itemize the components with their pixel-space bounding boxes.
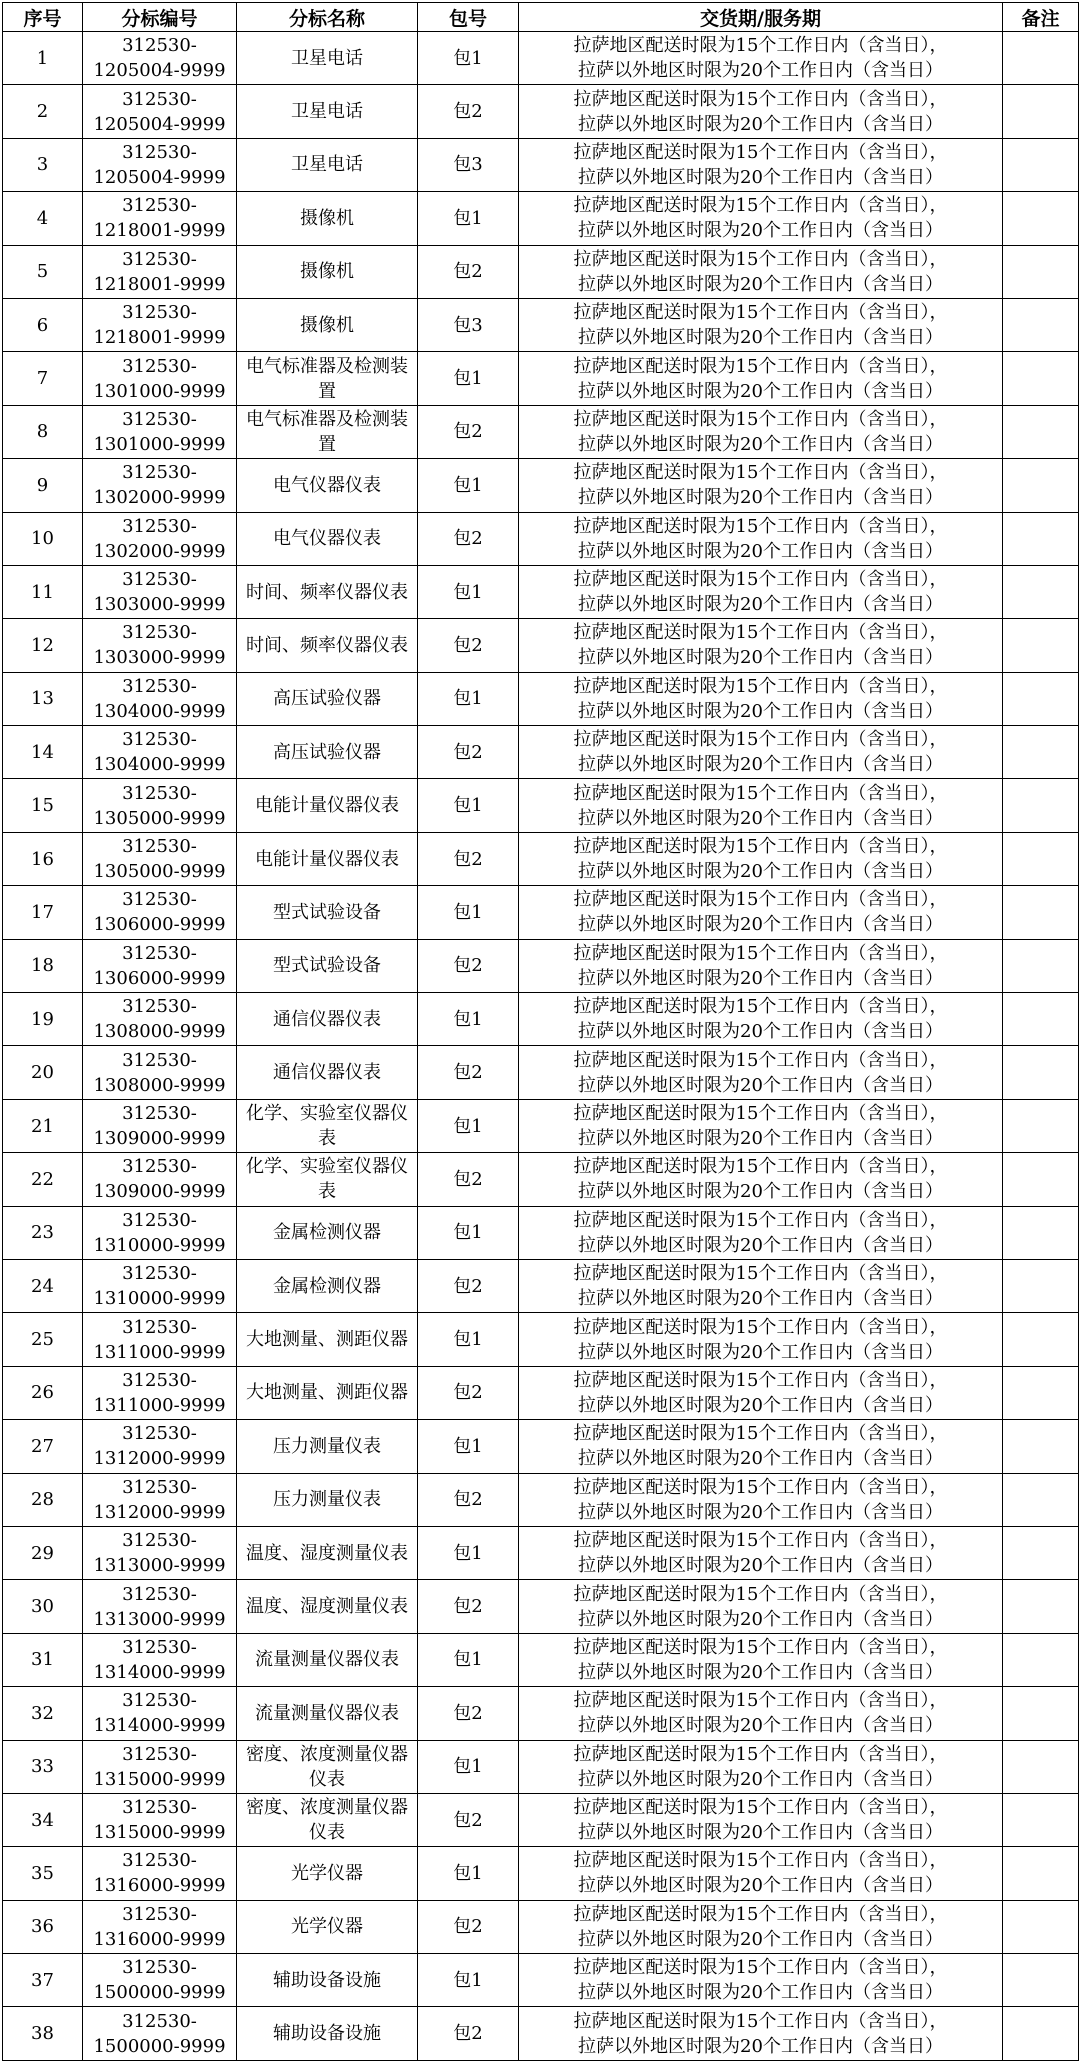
cell-remark xyxy=(1003,1099,1079,1152)
cell-name: 辅助设备设施 xyxy=(237,1954,418,2007)
cell-name: 卫星电话 xyxy=(237,32,418,85)
cell-remark xyxy=(1003,245,1079,298)
table-row xyxy=(3,672,1079,725)
cell-delivery: 拉萨地区配送时限为15个工作日内（含当日）， 拉萨以外地区时限为20个工作日内（含当日） xyxy=(519,886,1003,939)
cell-name: 密度、浓度测量仪器仪表 xyxy=(237,1740,418,1793)
cell-name: 化学、实验室仪器仪表 xyxy=(237,1099,418,1152)
cell-delivery: 拉萨地区配送时限为15个工作日内（含当日）， 拉萨以外地区时限为20个工作日内（含当日） xyxy=(519,1153,1003,1206)
cell-seq: 25 xyxy=(3,1313,83,1366)
table-row xyxy=(3,512,1079,565)
cell-delivery: 拉萨地区配送时限为15个工作日内（含当日）， 拉萨以外地区时限为20个工作日内（含当日） xyxy=(519,832,1003,885)
cell-remark xyxy=(1003,1740,1079,1793)
cell-code: 312530- 1500000-9999 xyxy=(83,2007,237,2060)
cell-code: 312530- 1314000-9999 xyxy=(83,1633,237,1686)
table-row xyxy=(3,298,1079,351)
table-row xyxy=(3,1046,1079,1099)
cell-seq: 32 xyxy=(3,1687,83,1740)
cell-code: 312530- 1306000-9999 xyxy=(83,886,237,939)
cell-name: 卫星电话 xyxy=(237,85,418,138)
cell-remark xyxy=(1003,459,1079,512)
header-package: 包号 xyxy=(418,3,519,32)
cell-seq: 6 xyxy=(3,298,83,351)
cell-delivery: 拉萨地区配送时限为15个工作日内（含当日）， 拉萨以外地区时限为20个工作日内（含当日） xyxy=(519,565,1003,618)
cell-name: 化学、实验室仪器仪表 xyxy=(237,1153,418,1206)
cell-name: 通信仪器仪表 xyxy=(237,1046,418,1099)
cell-code: 312530- 1311000-9999 xyxy=(83,1366,237,1419)
cell-code: 312530- 1309000-9999 xyxy=(83,1099,237,1152)
cell-delivery: 拉萨地区配送时限为15个工作日内（含当日）， 拉萨以外地区时限为20个工作日内（含当日） xyxy=(519,298,1003,351)
cell-seq: 22 xyxy=(3,1153,83,1206)
cell-package: 包1 xyxy=(418,32,519,85)
cell-delivery: 拉萨地区配送时限为15个工作日内（含当日）， 拉萨以外地区时限为20个工作日内（含当日） xyxy=(519,1366,1003,1419)
cell-code: 312530- 1305000-9999 xyxy=(83,832,237,885)
table-row xyxy=(3,138,1079,191)
cell-name: 光学仪器 xyxy=(237,1847,418,1900)
cell-delivery: 拉萨地区配送时限为15个工作日内（含当日）， 拉萨以外地区时限为20个工作日内（含当日） xyxy=(519,138,1003,191)
cell-remark xyxy=(1003,619,1079,672)
cell-name: 卫星电话 xyxy=(237,138,418,191)
cell-remark xyxy=(1003,85,1079,138)
cell-package: 包2 xyxy=(418,726,519,779)
cell-seq: 1 xyxy=(3,32,83,85)
cell-name: 型式试验设备 xyxy=(237,939,418,992)
cell-remark xyxy=(1003,993,1079,1046)
cell-name: 电气标准器及检测装置 xyxy=(237,352,418,405)
cell-delivery: 拉萨地区配送时限为15个工作日内（含当日）， 拉萨以外地区时限为20个工作日内（含当日） xyxy=(519,1580,1003,1633)
cell-code: 312530- 1315000-9999 xyxy=(83,1740,237,1793)
cell-seq: 28 xyxy=(3,1473,83,1526)
cell-remark xyxy=(1003,32,1079,85)
cell-package: 包1 xyxy=(418,886,519,939)
cell-name: 流量测量仪器仪表 xyxy=(237,1687,418,1740)
cell-delivery: 拉萨地区配送时限为15个工作日内（含当日）， 拉萨以外地区时限为20个工作日内（含当日） xyxy=(519,993,1003,1046)
cell-name: 通信仪器仪表 xyxy=(237,993,418,1046)
cell-code: 312530- 1314000-9999 xyxy=(83,1687,237,1740)
cell-seq: 23 xyxy=(3,1206,83,1259)
table-row xyxy=(3,619,1079,672)
table-row xyxy=(3,405,1079,458)
cell-seq: 27 xyxy=(3,1420,83,1473)
cell-delivery: 拉萨地区配送时限为15个工作日内（含当日）， 拉萨以外地区时限为20个工作日内（含当日） xyxy=(519,85,1003,138)
cell-remark xyxy=(1003,1580,1079,1633)
table-row xyxy=(3,1954,1079,2007)
table-row xyxy=(3,1580,1079,1633)
cell-delivery: 拉萨地区配送时限为15个工作日内（含当日）， 拉萨以外地区时限为20个工作日内（含当日） xyxy=(519,1740,1003,1793)
cell-remark xyxy=(1003,1473,1079,1526)
table-row xyxy=(3,1847,1079,1900)
cell-package: 包1 xyxy=(418,459,519,512)
cell-name: 时间、频率仪器仪表 xyxy=(237,565,418,618)
cell-remark xyxy=(1003,2007,1079,2060)
cell-name: 辅助设备设施 xyxy=(237,2007,418,2060)
cell-package: 包2 xyxy=(418,1580,519,1633)
cell-name: 金属检测仪器 xyxy=(237,1206,418,1259)
cell-seq: 19 xyxy=(3,993,83,1046)
cell-remark xyxy=(1003,405,1079,458)
cell-package: 包2 xyxy=(418,1900,519,1953)
cell-seq: 3 xyxy=(3,138,83,191)
cell-seq: 36 xyxy=(3,1900,83,1953)
cell-remark xyxy=(1003,1420,1079,1473)
cell-delivery: 拉萨地区配送时限为15个工作日内（含当日）， 拉萨以外地区时限为20个工作日内（含当日） xyxy=(519,1420,1003,1473)
cell-remark xyxy=(1003,298,1079,351)
cell-remark xyxy=(1003,352,1079,405)
cell-seq: 11 xyxy=(3,565,83,618)
cell-seq: 10 xyxy=(3,512,83,565)
cell-seq: 21 xyxy=(3,1099,83,1152)
cell-delivery: 拉萨地区配送时限为15个工作日内（含当日）， 拉萨以外地区时限为20个工作日内（含当日） xyxy=(519,32,1003,85)
cell-delivery: 拉萨地区配送时限为15个工作日内（含当日）， 拉萨以外地区时限为20个工作日内（含当日） xyxy=(519,1526,1003,1579)
table-row xyxy=(3,1206,1079,1259)
cell-remark xyxy=(1003,939,1079,992)
cell-seq: 8 xyxy=(3,405,83,458)
table-row xyxy=(3,726,1079,779)
cell-seq: 30 xyxy=(3,1580,83,1633)
cell-seq: 7 xyxy=(3,352,83,405)
cell-code: 312530- 1304000-9999 xyxy=(83,726,237,779)
cell-remark xyxy=(1003,886,1079,939)
cell-package: 包2 xyxy=(418,832,519,885)
cell-name: 电气仪器仪表 xyxy=(237,512,418,565)
cell-code: 312530- 1308000-9999 xyxy=(83,1046,237,1099)
cell-name: 电能计量仪器仪表 xyxy=(237,832,418,885)
cell-name: 型式试验设备 xyxy=(237,886,418,939)
cell-seq: 2 xyxy=(3,85,83,138)
cell-package: 包2 xyxy=(418,1046,519,1099)
cell-name: 高压试验仪器 xyxy=(237,726,418,779)
cell-remark xyxy=(1003,1687,1079,1740)
cell-delivery: 拉萨地区配送时限为15个工作日内（含当日）， 拉萨以外地区时限为20个工作日内（含当日） xyxy=(519,459,1003,512)
cell-remark xyxy=(1003,1847,1079,1900)
cell-code: 312530- 1218001-9999 xyxy=(83,298,237,351)
cell-code: 312530- 1309000-9999 xyxy=(83,1153,237,1206)
table-row xyxy=(3,886,1079,939)
cell-remark xyxy=(1003,1633,1079,1686)
cell-delivery: 拉萨地区配送时限为15个工作日内（含当日）， 拉萨以外地区时限为20个工作日内（含当日） xyxy=(519,939,1003,992)
cell-seq: 13 xyxy=(3,672,83,725)
cell-code: 312530- 1312000-9999 xyxy=(83,1473,237,1526)
cell-package: 包1 xyxy=(418,1313,519,1366)
cell-remark xyxy=(1003,779,1079,832)
cell-package: 包3 xyxy=(418,138,519,191)
cell-code: 312530- 1313000-9999 xyxy=(83,1580,237,1633)
table-row xyxy=(3,1900,1079,1953)
cell-code: 312530- 1302000-9999 xyxy=(83,459,237,512)
table-row xyxy=(3,1259,1079,1312)
cell-package: 包2 xyxy=(418,1259,519,1312)
cell-remark xyxy=(1003,1259,1079,1312)
cell-code: 312530- 1304000-9999 xyxy=(83,672,237,725)
cell-seq: 15 xyxy=(3,779,83,832)
cell-seq: 5 xyxy=(3,245,83,298)
cell-delivery: 拉萨地区配送时限为15个工作日内（含当日）， 拉萨以外地区时限为20个工作日内（含当日） xyxy=(519,619,1003,672)
cell-code: 312530- 1218001-9999 xyxy=(83,192,237,245)
cell-delivery: 拉萨地区配送时限为15个工作日内（含当日）， 拉萨以外地区时限为20个工作日内（含当日） xyxy=(519,512,1003,565)
cell-name: 压力测量仪表 xyxy=(237,1420,418,1473)
cell-code: 312530- 1310000-9999 xyxy=(83,1206,237,1259)
header-code: 分标编号 xyxy=(83,3,237,32)
cell-code: 312530- 1312000-9999 xyxy=(83,1420,237,1473)
cell-package: 包2 xyxy=(418,619,519,672)
cell-package: 包1 xyxy=(418,192,519,245)
cell-package: 包2 xyxy=(418,1687,519,1740)
cell-package: 包2 xyxy=(418,939,519,992)
cell-package: 包2 xyxy=(418,512,519,565)
table-row xyxy=(3,565,1079,618)
cell-delivery: 拉萨地区配送时限为15个工作日内（含当日）， 拉萨以外地区时限为20个工作日内（含当日） xyxy=(519,1473,1003,1526)
tender-lot-table xyxy=(2,2,1079,2061)
cell-package: 包2 xyxy=(418,1366,519,1419)
cell-delivery: 拉萨地区配送时限为15个工作日内（含当日）， 拉萨以外地区时限为20个工作日内（含当日） xyxy=(519,1847,1003,1900)
cell-name: 电气仪器仪表 xyxy=(237,459,418,512)
cell-package: 包1 xyxy=(418,1526,519,1579)
cell-code: 312530- 1316000-9999 xyxy=(83,1847,237,1900)
cell-code: 312530- 1205004-9999 xyxy=(83,32,237,85)
cell-code: 312530- 1305000-9999 xyxy=(83,779,237,832)
table-row xyxy=(3,2007,1079,2060)
cell-seq: 17 xyxy=(3,886,83,939)
cell-delivery: 拉萨地区配送时限为15个工作日内（含当日）， 拉萨以外地区时限为20个工作日内（含当日） xyxy=(519,1793,1003,1846)
cell-package: 包1 xyxy=(418,1099,519,1152)
cell-remark xyxy=(1003,1366,1079,1419)
cell-code: 312530- 1205004-9999 xyxy=(83,138,237,191)
cell-seq: 16 xyxy=(3,832,83,885)
cell-seq: 20 xyxy=(3,1046,83,1099)
cell-package: 包1 xyxy=(418,779,519,832)
cell-code: 312530- 1315000-9999 xyxy=(83,1793,237,1846)
cell-delivery: 拉萨地区配送时限为15个工作日内（含当日）， 拉萨以外地区时限为20个工作日内（含当日） xyxy=(519,192,1003,245)
cell-name: 流量测量仪器仪表 xyxy=(237,1633,418,1686)
cell-code: 312530- 1311000-9999 xyxy=(83,1313,237,1366)
cell-remark xyxy=(1003,1206,1079,1259)
cell-name: 金属检测仪器 xyxy=(237,1259,418,1312)
cell-name: 大地测量、测距仪器 xyxy=(237,1366,418,1419)
table-row xyxy=(3,1420,1079,1473)
cell-remark xyxy=(1003,138,1079,191)
cell-code: 312530- 1308000-9999 xyxy=(83,993,237,1046)
table-row xyxy=(3,832,1079,885)
cell-code: 312530- 1500000-9999 xyxy=(83,1954,237,2007)
cell-delivery: 拉萨地区配送时限为15个工作日内（含当日）， 拉萨以外地区时限为20个工作日内（含当日） xyxy=(519,1259,1003,1312)
cell-remark xyxy=(1003,1954,1079,2007)
cell-name: 光学仪器 xyxy=(237,1900,418,1953)
table-row xyxy=(3,1473,1079,1526)
cell-package: 包1 xyxy=(418,993,519,1046)
table-row xyxy=(3,1793,1079,1846)
table-row xyxy=(3,993,1079,1046)
cell-package: 包2 xyxy=(418,1153,519,1206)
cell-package: 包2 xyxy=(418,405,519,458)
table-row xyxy=(3,85,1079,138)
cell-remark xyxy=(1003,1526,1079,1579)
table-row xyxy=(3,1687,1079,1740)
cell-code: 312530- 1316000-9999 xyxy=(83,1900,237,1953)
cell-remark xyxy=(1003,1900,1079,1953)
cell-code: 312530- 1218001-9999 xyxy=(83,245,237,298)
table-row xyxy=(3,939,1079,992)
cell-remark xyxy=(1003,512,1079,565)
header-delivery: 交货期/服务期 xyxy=(519,3,1003,32)
cell-seq: 33 xyxy=(3,1740,83,1793)
cell-name: 温度、湿度测量仪表 xyxy=(237,1526,418,1579)
cell-package: 包1 xyxy=(418,1420,519,1473)
cell-seq: 14 xyxy=(3,726,83,779)
cell-seq: 37 xyxy=(3,1954,83,2007)
cell-package: 包1 xyxy=(418,1740,519,1793)
cell-remark xyxy=(1003,1046,1079,1099)
cell-name: 大地测量、测距仪器 xyxy=(237,1313,418,1366)
cell-delivery: 拉萨地区配送时限为15个工作日内（含当日）， 拉萨以外地区时限为20个工作日内（含当日） xyxy=(519,1687,1003,1740)
cell-seq: 4 xyxy=(3,192,83,245)
table-row xyxy=(3,1366,1079,1419)
cell-code: 312530- 1301000-9999 xyxy=(83,352,237,405)
cell-seq: 18 xyxy=(3,939,83,992)
table-row xyxy=(3,459,1079,512)
cell-name: 摄像机 xyxy=(237,298,418,351)
cell-package: 包2 xyxy=(418,245,519,298)
table-row xyxy=(3,779,1079,832)
cell-delivery: 拉萨地区配送时限为15个工作日内（含当日）， 拉萨以外地区时限为20个工作日内（含当日） xyxy=(519,1900,1003,1953)
cell-delivery: 拉萨地区配送时限为15个工作日内（含当日）， 拉萨以外地区时限为20个工作日内（含当日） xyxy=(519,1313,1003,1366)
cell-package: 包1 xyxy=(418,672,519,725)
cell-name: 摄像机 xyxy=(237,245,418,298)
cell-code: 312530- 1303000-9999 xyxy=(83,619,237,672)
cell-seq: 38 xyxy=(3,2007,83,2060)
cell-package: 包1 xyxy=(418,1847,519,1900)
cell-delivery: 拉萨地区配送时限为15个工作日内（含当日）， 拉萨以外地区时限为20个工作日内（含当日） xyxy=(519,1046,1003,1099)
cell-package: 包1 xyxy=(418,352,519,405)
cell-remark xyxy=(1003,726,1079,779)
cell-delivery: 拉萨地区配送时限为15个工作日内（含当日）， 拉萨以外地区时限为20个工作日内（含当日） xyxy=(519,1954,1003,2007)
cell-remark xyxy=(1003,832,1079,885)
cell-seq: 34 xyxy=(3,1793,83,1846)
cell-seq: 29 xyxy=(3,1526,83,1579)
cell-remark xyxy=(1003,1153,1079,1206)
cell-package: 包2 xyxy=(418,1793,519,1846)
cell-seq: 26 xyxy=(3,1366,83,1419)
table-row xyxy=(3,245,1079,298)
cell-code: 312530- 1205004-9999 xyxy=(83,85,237,138)
table-header-row xyxy=(3,3,1079,32)
cell-code: 312530- 1313000-9999 xyxy=(83,1526,237,1579)
cell-name: 电气标准器及检测装置 xyxy=(237,405,418,458)
cell-code: 312530- 1303000-9999 xyxy=(83,565,237,618)
cell-name: 摄像机 xyxy=(237,192,418,245)
cell-name: 温度、湿度测量仪表 xyxy=(237,1580,418,1633)
cell-name: 电能计量仪器仪表 xyxy=(237,779,418,832)
cell-remark xyxy=(1003,192,1079,245)
cell-delivery: 拉萨地区配送时限为15个工作日内（含当日）， 拉萨以外地区时限为20个工作日内（含当日） xyxy=(519,1206,1003,1259)
cell-remark xyxy=(1003,565,1079,618)
header-seq: 序号 xyxy=(3,3,83,32)
cell-seq: 31 xyxy=(3,1633,83,1686)
cell-code: 312530- 1310000-9999 xyxy=(83,1259,237,1312)
table-row xyxy=(3,1099,1079,1152)
cell-name: 密度、浓度测量仪器仪表 xyxy=(237,1793,418,1846)
cell-code: 312530- 1302000-9999 xyxy=(83,512,237,565)
table-body xyxy=(3,32,1079,2061)
cell-delivery: 拉萨地区配送时限为15个工作日内（含当日）， 拉萨以外地区时限为20个工作日内（含当日） xyxy=(519,779,1003,832)
cell-delivery: 拉萨地区配送时限为15个工作日内（含当日）， 拉萨以外地区时限为20个工作日内（含当日） xyxy=(519,726,1003,779)
cell-package: 包1 xyxy=(418,1206,519,1259)
cell-delivery: 拉萨地区配送时限为15个工作日内（含当日）， 拉萨以外地区时限为20个工作日内（含当日） xyxy=(519,1633,1003,1686)
cell-code: 312530- 1301000-9999 xyxy=(83,405,237,458)
cell-package: 包3 xyxy=(418,298,519,351)
cell-seq: 9 xyxy=(3,459,83,512)
table-row xyxy=(3,1313,1079,1366)
header-name: 分标名称 xyxy=(237,3,418,32)
cell-delivery: 拉萨地区配送时限为15个工作日内（含当日）， 拉萨以外地区时限为20个工作日内（含当日） xyxy=(519,245,1003,298)
table-row xyxy=(3,1526,1079,1579)
cell-name: 高压试验仪器 xyxy=(237,672,418,725)
cell-seq: 12 xyxy=(3,619,83,672)
cell-delivery: 拉萨地区配送时限为15个工作日内（含当日）， 拉萨以外地区时限为20个工作日内（含当日） xyxy=(519,352,1003,405)
table-row xyxy=(3,352,1079,405)
cell-package: 包2 xyxy=(418,85,519,138)
cell-delivery: 拉萨地区配送时限为15个工作日内（含当日）， 拉萨以外地区时限为20个工作日内（含当日） xyxy=(519,672,1003,725)
table-row xyxy=(3,1740,1079,1793)
cell-package: 包1 xyxy=(418,1954,519,2007)
header-remark: 备注 xyxy=(1003,3,1079,32)
cell-delivery: 拉萨地区配送时限为15个工作日内（含当日）， 拉萨以外地区时限为20个工作日内（含当日） xyxy=(519,405,1003,458)
cell-seq: 35 xyxy=(3,1847,83,1900)
table-row xyxy=(3,1633,1079,1686)
cell-name: 时间、频率仪器仪表 xyxy=(237,619,418,672)
cell-delivery: 拉萨地区配送时限为15个工作日内（含当日）， 拉萨以外地区时限为20个工作日内（含当日） xyxy=(519,1099,1003,1152)
table-row xyxy=(3,32,1079,85)
cell-remark xyxy=(1003,1313,1079,1366)
cell-code: 312530- 1306000-9999 xyxy=(83,939,237,992)
cell-package: 包2 xyxy=(418,1473,519,1526)
cell-package: 包1 xyxy=(418,565,519,618)
cell-package: 包2 xyxy=(418,2007,519,2060)
cell-seq: 24 xyxy=(3,1259,83,1312)
cell-delivery: 拉萨地区配送时限为15个工作日内（含当日）， 拉萨以外地区时限为20个工作日内（含当日） xyxy=(519,2007,1003,2060)
cell-remark xyxy=(1003,1793,1079,1846)
cell-package: 包1 xyxy=(418,1633,519,1686)
cell-remark xyxy=(1003,672,1079,725)
table-row xyxy=(3,1153,1079,1206)
cell-name: 压力测量仪表 xyxy=(237,1473,418,1526)
table-row xyxy=(3,192,1079,245)
